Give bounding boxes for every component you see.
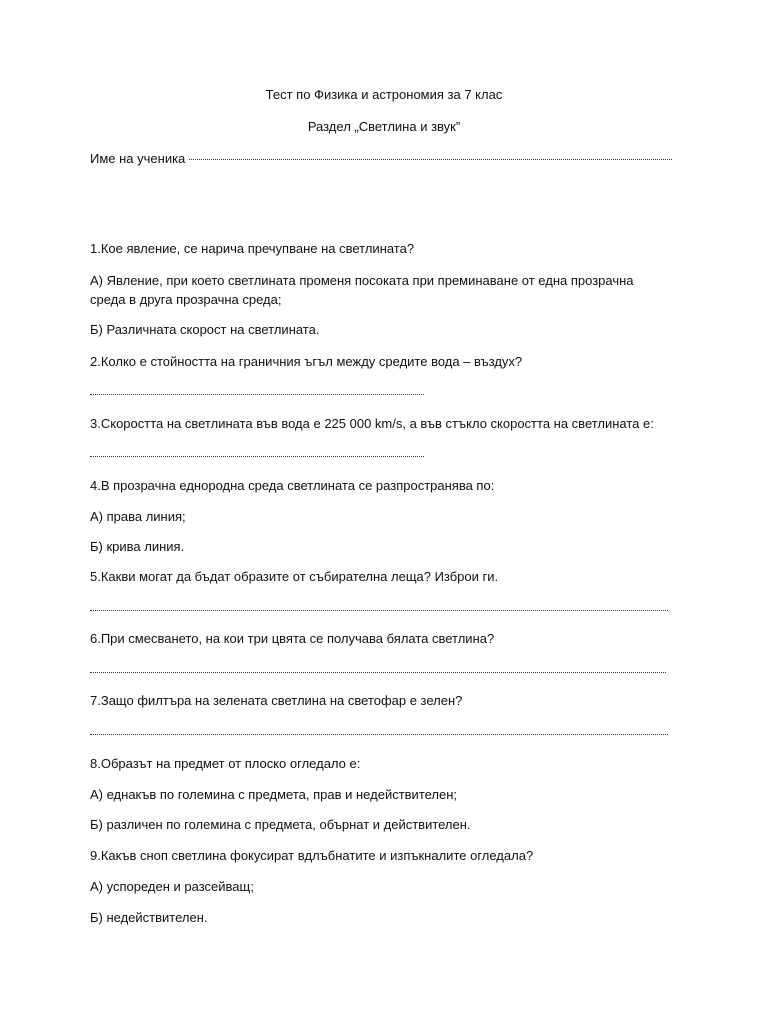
question-1-option-b: Б) Различната скорост на светлината. [90,322,320,337]
test-title: Тест по Физика и астрономия за 7 клас [265,87,503,102]
question-9-option-b: Б) недействителен. [90,910,208,925]
question-1: 1.Кое явление, се нарича пречупване на светлината? [90,241,415,256]
answer-line-5[interactable] [90,604,668,611]
question-9: 9.Какъв сноп светлина фокусират вдлъбнатите и изпъкналите огледала? [90,848,534,863]
question-8-option-a: А) еднакъв по големина с предмета, прав и недействителен; [90,787,458,802]
question-2: 2.Колко е стойността на граничния ъгъл между средите вода – въздух? [90,354,523,369]
answer-line-6[interactable] [90,666,666,673]
question-8-option-b: Б) различен по големина с предмета, обърнат и действителен. [90,817,471,832]
section-title: Раздел „Светлина и звук” [307,119,461,134]
question-1-option-a-cont: среда в друга прозрачна среда; [90,292,282,307]
question-5: 5.Какви могат да бъдат образите от събирателна леща? Изброи ги. [90,569,499,584]
question-6: 6.При смесването, на кои три цвята се получава бялата светлина? [90,631,495,646]
student-name-field[interactable] [189,153,672,160]
answer-line-3[interactable] [90,450,424,457]
question-4-option-b: Б) крива линия. [90,539,185,554]
student-name-label: Име на ученика [90,151,186,166]
question-3: 3.Скоростта на светлината във вода е 225 000 km/s, а във стъкло скоростта на светлината е: [90,416,654,431]
question-4-option-a: А) права линия; [90,509,186,524]
question-7: 7.Защо филтъра на зелената светлина на светофар е зелен? [90,693,463,708]
question-1-option-a: А) Явление, при което светлината променя посоката при преминаване от една прозрачна [90,273,634,288]
answer-line-7[interactable] [90,728,668,735]
question-8: 8.Образът на предмет от плоско огледало е: [90,756,361,771]
question-9-option-a: А) успореден и разсейващ; [90,879,254,894]
answer-line-2[interactable] [90,388,424,395]
question-4: 4.В прозрачна еднородна среда светлината се разпространява по: [90,478,495,493]
